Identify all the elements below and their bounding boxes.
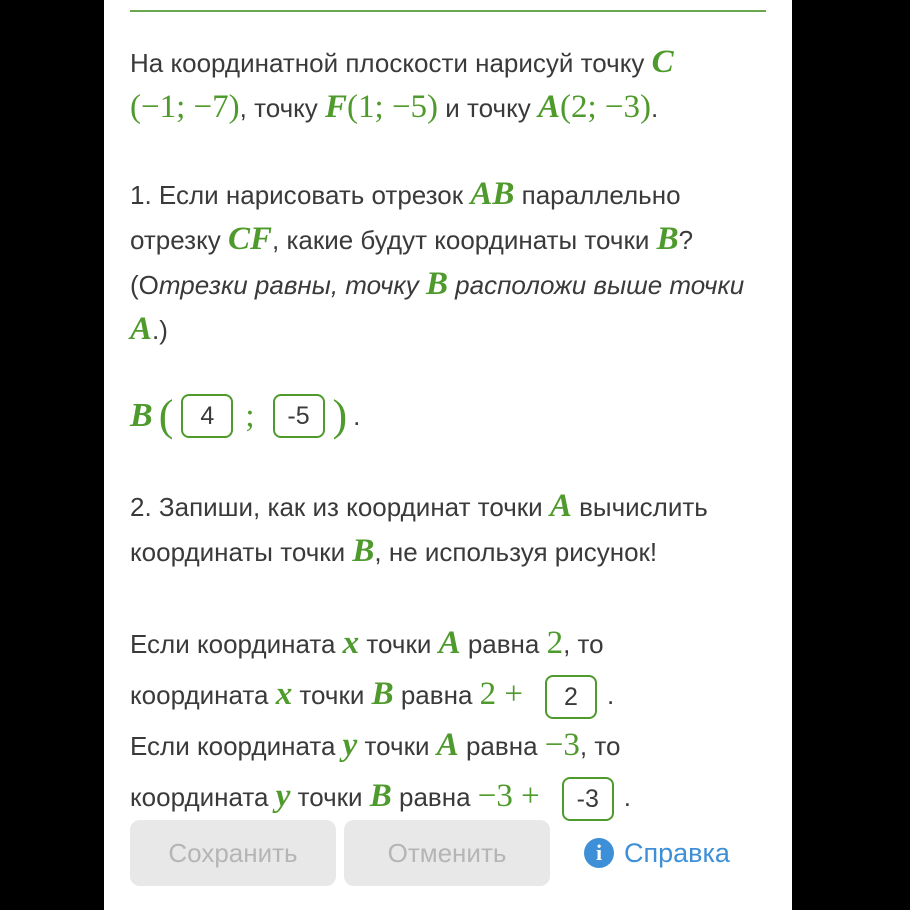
- q1-note-point-b: B: [425, 266, 448, 302]
- a2-l4-y-var: y: [275, 778, 291, 814]
- task-intro: [130, 40, 770, 130]
- a2-l3-t3: равна: [458, 731, 545, 761]
- action-bar: [130, 820, 730, 886]
- answer-2-line-4: [130, 771, 770, 822]
- a2-l2-end: .: [607, 680, 615, 710]
- top-divider: [130, 10, 766, 12]
- point-f-coords: (1; −5): [347, 89, 439, 125]
- point-c-coords: (−1; −7): [130, 89, 240, 125]
- intro-text-2: , точку: [239, 93, 326, 123]
- a2-l2-x-var: x: [275, 676, 293, 712]
- answer-2-line-3: [130, 720, 770, 771]
- answer-1-line: [130, 388, 770, 444]
- a2-l1-x-var: x: [342, 625, 360, 661]
- segment-cf: CF: [227, 221, 272, 257]
- a2-l2-t1: координата: [130, 680, 276, 710]
- a2-l2-point-b: B: [371, 676, 394, 712]
- q1-text-3: , какие будут координаты точки: [272, 225, 657, 255]
- answer-2-line-2: [130, 669, 770, 720]
- a2-l4-point-b: B: [369, 778, 392, 814]
- a2-l3-t1: Если координата: [130, 731, 343, 761]
- q1-note-close: .): [152, 315, 168, 345]
- q2-text-2: вычислить координаты точки: [130, 492, 708, 567]
- a2-l3-y-var: y: [342, 727, 358, 763]
- answer-1-close-paren: ): [332, 391, 348, 440]
- a2-l3-t4: , то: [579, 731, 621, 761]
- q2-text-3: , не используя рисунок!: [374, 537, 658, 567]
- a2-l3-value: −3: [544, 727, 580, 763]
- answer-x-input[interactable]: 4: [181, 394, 233, 438]
- q1-text-1: 1. Если нарисовать отрезок: [130, 180, 471, 210]
- help-link[interactable]: [584, 838, 730, 869]
- segment-ab: AB: [470, 176, 515, 212]
- info-icon: i: [584, 838, 614, 868]
- a2-l4-t1: координата: [130, 782, 276, 812]
- a2-l1-point-a: A: [438, 625, 461, 661]
- point-a-name: A: [537, 89, 560, 125]
- y-offset-input[interactable]: -3: [562, 777, 614, 821]
- a2-l2-t2: точки: [292, 680, 372, 710]
- cancel-button[interactable]: Отменить: [344, 820, 550, 886]
- task-content: [130, 40, 770, 822]
- intro-text-4: .: [651, 93, 659, 123]
- a2-l1-t2: точки: [359, 629, 439, 659]
- q1-note-open: (О: [130, 270, 159, 300]
- point-c-name: C: [651, 44, 674, 80]
- a2-l1-t3: равна: [460, 629, 547, 659]
- q1-note-text-1: трезки равны, точку: [158, 270, 426, 300]
- q1-text-2: параллельно отрезку: [130, 180, 681, 255]
- intro-text-1: На координатной плоскости нарисуй точку: [130, 48, 652, 78]
- a2-l1-t4: , то: [563, 629, 604, 659]
- save-button[interactable]: Сохранить: [130, 820, 336, 886]
- question-1: [130, 172, 770, 352]
- q2-point-b: B: [352, 533, 375, 569]
- a2-l1-t1: Если координата: [130, 629, 343, 659]
- q2-point-a: A: [549, 488, 572, 524]
- q2-text-1: 2. Запиши, как из координат точки: [130, 492, 550, 522]
- a2-l2-t3: равна: [393, 680, 480, 710]
- answer-1-open-paren: (: [158, 391, 174, 440]
- q1-note-point-a: A: [130, 311, 153, 347]
- q1-note-text-2: расположи выше точки: [447, 270, 745, 300]
- intro-text-3: и точку: [438, 93, 538, 123]
- answer-y-input[interactable]: -5: [273, 394, 325, 438]
- a2-l3-t2: точки: [357, 731, 437, 761]
- a2-l3-point-a: A: [436, 727, 459, 763]
- a2-l2-expr: 2 +: [479, 676, 523, 712]
- answer-1-point-b: B: [130, 397, 153, 434]
- answer-1-period: .: [353, 401, 361, 431]
- help-label: Справка: [624, 837, 730, 868]
- a2-l4-t3: равна: [391, 782, 478, 812]
- x-offset-input[interactable]: 2: [545, 675, 597, 719]
- a2-l4-t2: точки: [290, 782, 370, 812]
- question-2: [130, 484, 770, 574]
- a2-l4-end: .: [623, 782, 631, 812]
- q1-text-4: ?: [678, 225, 694, 255]
- point-a-coords: (2; −3): [559, 89, 651, 125]
- a2-l4-expr: −3 +: [477, 778, 540, 814]
- a2-l1-value: 2: [546, 625, 564, 661]
- answer-2-block: [130, 618, 770, 822]
- point-f-name: F: [325, 89, 348, 125]
- answer-1-separator: ;: [245, 398, 255, 434]
- q1-point-b: B: [656, 221, 679, 257]
- answer-2-line-1: [130, 618, 770, 669]
